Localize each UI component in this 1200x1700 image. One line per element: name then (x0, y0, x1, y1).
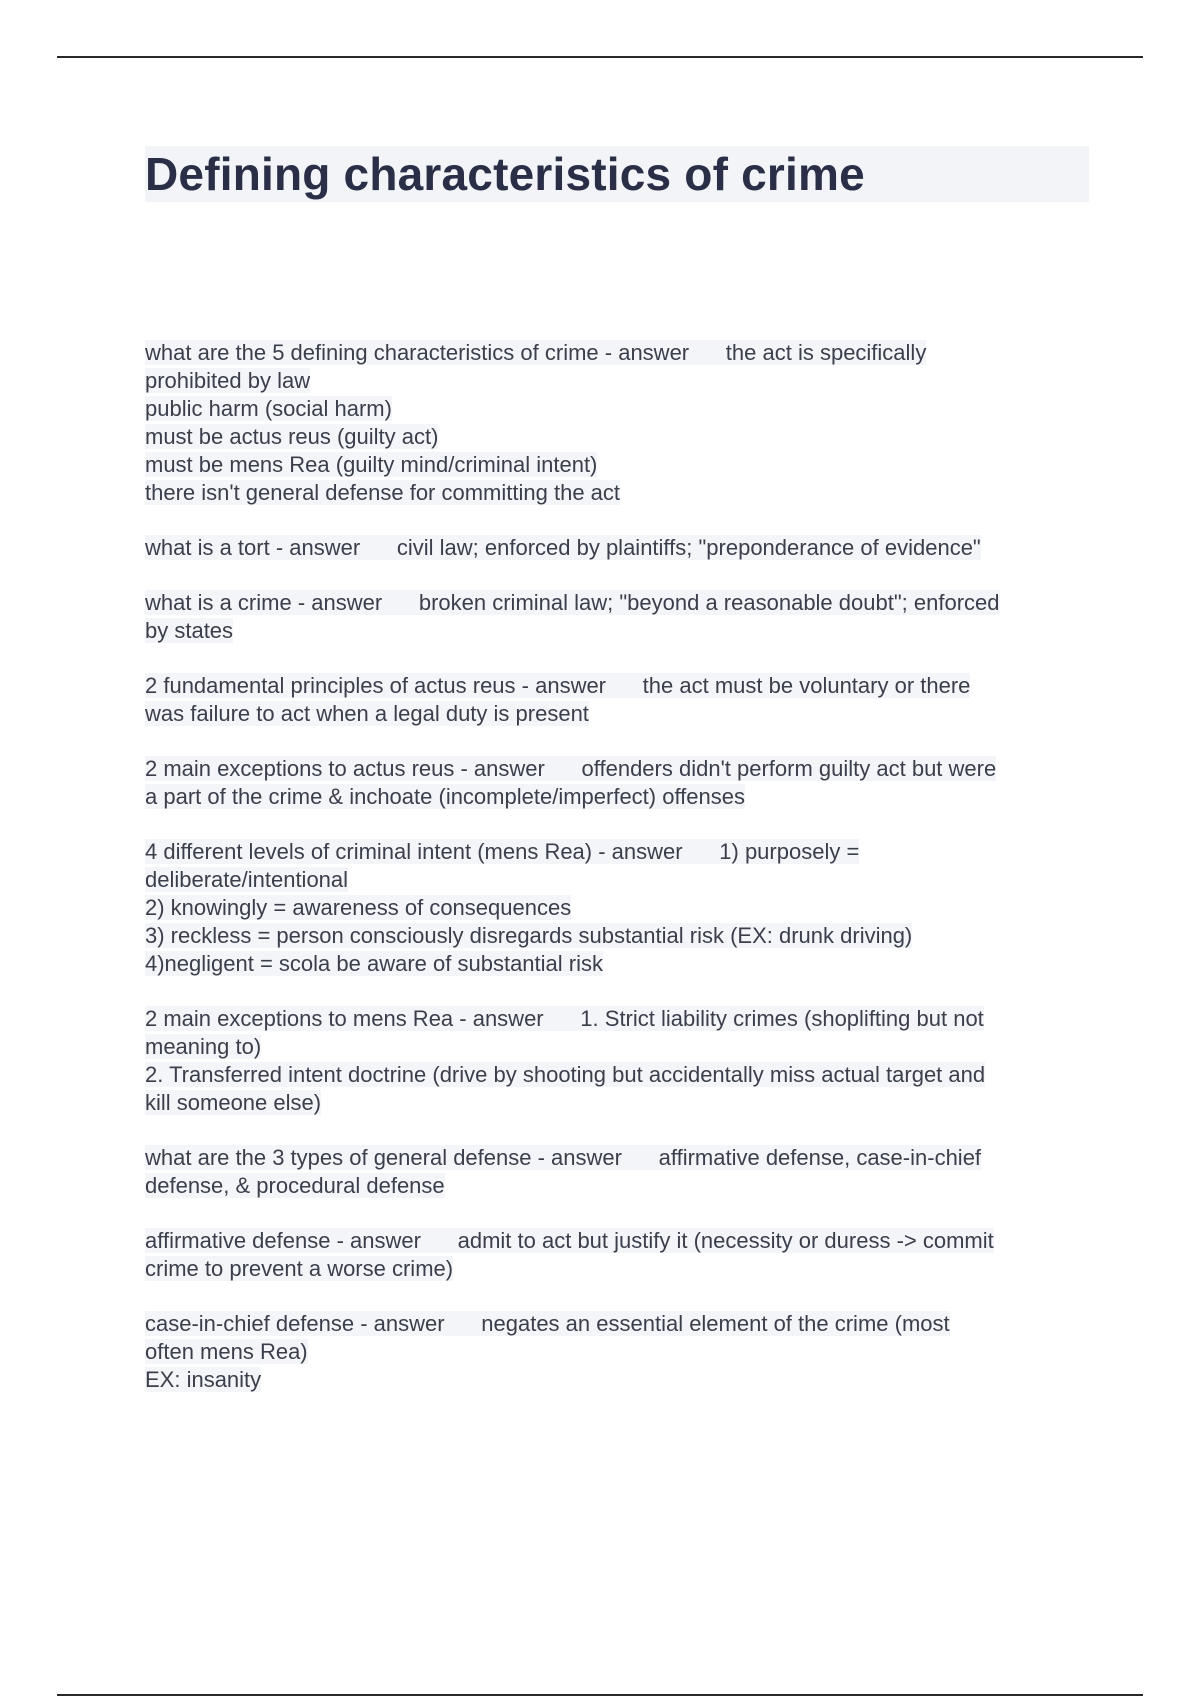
card-line: EX: insanity (145, 1367, 262, 1392)
card-line: case-in-chief defense - answer negates an essential element of the crime (most (145, 1311, 950, 1336)
card-line: by states (145, 618, 234, 643)
flashcard (145, 589, 1085, 645)
card-line: 3) reckless = person consciously disregards substantial risk (EX: drunk driving) (145, 923, 913, 948)
card-line: prohibited by law (145, 368, 311, 393)
card-line: what is a crime - answer broken criminal law; "beyond a reasonable doubt"; enforced (145, 590, 1000, 615)
card-line: kill someone else) (145, 1090, 322, 1115)
card-line: was failure to act when a legal duty is present (145, 701, 589, 726)
flashcard (145, 1310, 1085, 1394)
page-title: Defining characteristics of crime (145, 148, 865, 200)
flashcard (145, 1005, 1085, 1117)
card-line: there isn't general defense for committing the act (145, 480, 621, 505)
flashcard (145, 339, 1085, 507)
top-rule (57, 56, 1143, 58)
card-line: 2) knowingly = awareness of consequences (145, 895, 572, 920)
flashcard (145, 672, 1085, 728)
card-line: 2. Transferred intent doctrine (drive by shooting but accidentally miss actual target and (145, 1062, 986, 1087)
card-line: 2 main exceptions to actus reus - answer offenders didn't perform guilty act but were (145, 756, 997, 781)
card-line: what is a tort - answer civil law; enforced by plaintiffs; "preponderance of evidence" (145, 535, 981, 560)
flashcard-list (145, 339, 1085, 1421)
card-line: 4 different levels of criminal intent (mens Rea) - answer 1) purposely = (145, 839, 860, 864)
flashcard (145, 534, 1085, 562)
card-line: deliberate/intentional (145, 867, 349, 892)
flashcard (145, 1227, 1085, 1283)
card-line: public harm (social harm) (145, 396, 392, 421)
card-line: what are the 3 types of general defense - answer affirmative defense, case-in-chief (145, 1145, 982, 1170)
flashcard (145, 755, 1085, 811)
card-line: often mens Rea) (145, 1339, 308, 1364)
flashcard (145, 1144, 1085, 1200)
card-line: must be actus reus (guilty act) (145, 424, 439, 449)
card-line: affirmative defense - answer admit to act but justify it (necessity or duress -> commit (145, 1228, 994, 1253)
card-line: must be mens Rea (guilty mind/criminal intent) (145, 452, 598, 477)
card-line: meaning to) (145, 1034, 262, 1059)
card-line: what are the 5 defining characteristics of crime - answer the act is specifically (145, 340, 927, 365)
flashcard (145, 838, 1085, 978)
card-line: crime to prevent a worse crime) (145, 1256, 454, 1281)
card-line: defense, & procedural defense (145, 1173, 445, 1198)
card-line: a part of the crime & inchoate (incomplete/imperfect) offenses (145, 784, 745, 809)
bottom-rule (57, 1694, 1143, 1696)
card-line: 2 main exceptions to mens Rea - answer 1. Strict liability crimes (shoplifting but not (145, 1006, 984, 1031)
card-line: 4)negligent = scola be aware of substantial risk (145, 951, 603, 976)
card-line: 2 fundamental principles of actus reus - answer the act must be voluntary or there (145, 673, 971, 698)
